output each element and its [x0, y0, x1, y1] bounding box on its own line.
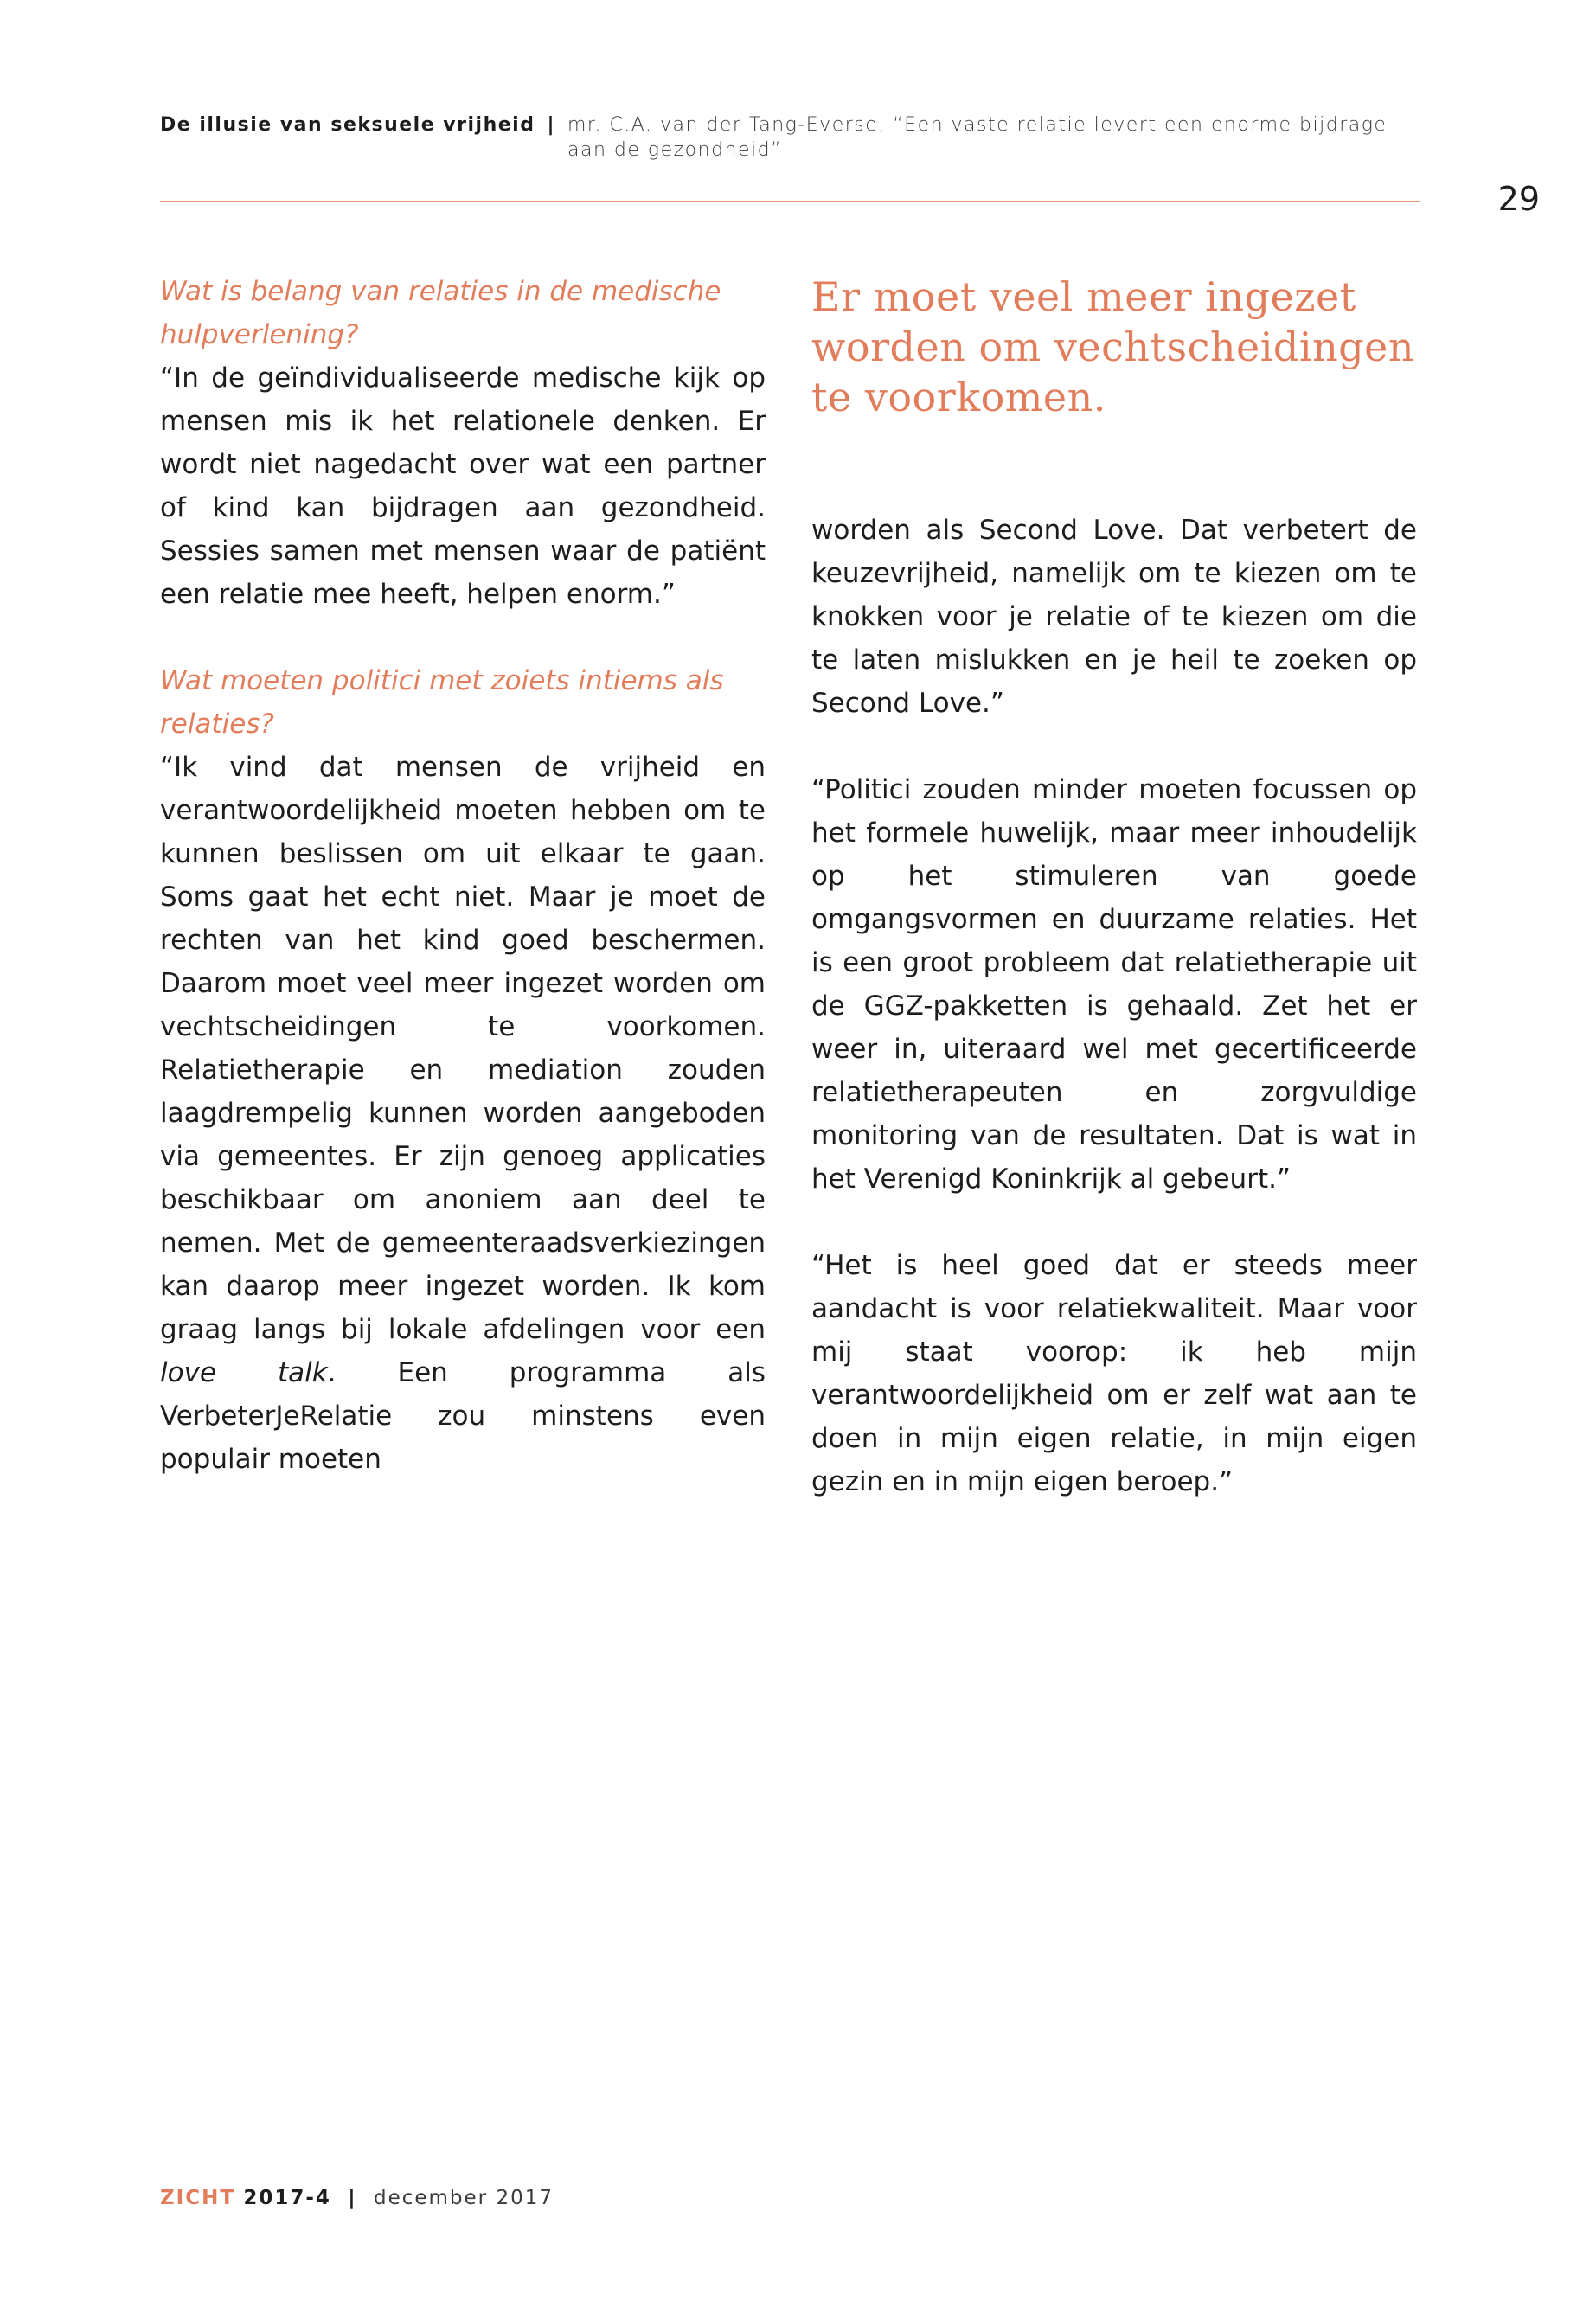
header-section-title: De illusie van seksuele vrijheid — [160, 114, 535, 136]
header-rule — [160, 201, 1420, 202]
footer-issue: 2017-4 — [243, 2187, 331, 2209]
paragraph-gap — [811, 725, 1417, 768]
left-column — [160, 270, 766, 1481]
answer-2 — [160, 746, 766, 1481]
pull-quote-gap — [811, 422, 1417, 509]
footer — [160, 2187, 554, 2209]
header-article-subtitle: mr. C.A. van der Tang-Everse, “Een vaste relatie levert een enorme bijdrage aan de gezondheid” — [567, 114, 1388, 161]
answer-2-text: “Ik vind dat mensen de vrijheid en verantwoordelijkheid moeten hebben om te kunnen beslissen om uit elkaar te gaan. Soms gaat het echt niet. Maar je moet de rechten van het kind goed beschermen. Daarom moet veel meer ingezet worden om vechtscheidingen te voorkomen. Relatietherapie en mediation zouden laagdrempelig kunnen worden aangeboden via gemeentes. Er zijn genoeg applicaties beschikbaar om anoniem aan deel te nemen. Met de gemeenteraadsverkiezingen kan daarop meer ingezet worden. Ik kom graag langs bij lokale afdelingen voor een — [160, 752, 766, 1345]
page-number: 29 — [1497, 180, 1540, 218]
question-2: Wat moeten politici met zoiets intiems als relaties? — [160, 665, 724, 740]
question-1: Wat is belang van relaties in de medische hulpverlening? — [160, 276, 721, 350]
answer-1: “In de geïndividualiseerde medische kijk op mensen mis ik het relationele denken. Er wordt niet nagedacht over wat een partner of kind kan bijdragen aan gezondheid. Sessies samen met mensen waar de patiënt een relatie mee heeft, helpen enorm.” — [160, 362, 766, 610]
footer-date: december 2017 — [373, 2187, 554, 2209]
footer-separator: | — [348, 2187, 357, 2209]
right-paragraph-1: worden als Second Love. Dat verbetert de keuzevrijheid, namelijk om te kiezen om te knokken voor je relatie of te kiezen om die te laten mislukken en je heil te zoeken op Second Love.” — [811, 515, 1417, 719]
paragraph-gap — [160, 616, 766, 659]
right-column — [811, 270, 1417, 1503]
footer-brand: ZICHT — [160, 2187, 236, 2209]
right-paragraph-2: “Politici zouden minder moeten focussen op het formele huwelijk, maar meer inhoudelijk op het stimuleren van goede omgangsvormen en duurzame relaties. Het is een groot probleem dat relatietherapie uit de GGZ-pakketten is gehaald. Zet het er weer in, uiteraard wel met gecertificeerde relatietherapeuten en zorgvuldige monitoring van de resultaten. Dat is wat in het Verenigd Koninkrijk al gebeurt.” — [811, 774, 1417, 1195]
right-paragraph-3: “Het is heel goed dat er steeds meer aandacht is voor relatiekwaliteit. Maar voor mij staat voorop: ik heb mijn verantwoordelijkheid om er zelf wat aan te doen in mijn eigen relatie, in mijn eigen gezin en in mijn eigen beroep.” — [811, 1250, 1417, 1497]
pull-quote: Er moet veel meer ingezet worden om vechtscheidingen te voorkomen. — [811, 273, 1415, 420]
answer-2-text-end: . Een programma als VerbeterJeRelatie zou minstens even populair moeten — [160, 1357, 766, 1475]
header-separator: | — [547, 114, 555, 136]
paragraph-gap — [811, 1201, 1417, 1244]
running-header — [160, 112, 1406, 163]
answer-2-italic: love talk — [160, 1357, 328, 1388]
